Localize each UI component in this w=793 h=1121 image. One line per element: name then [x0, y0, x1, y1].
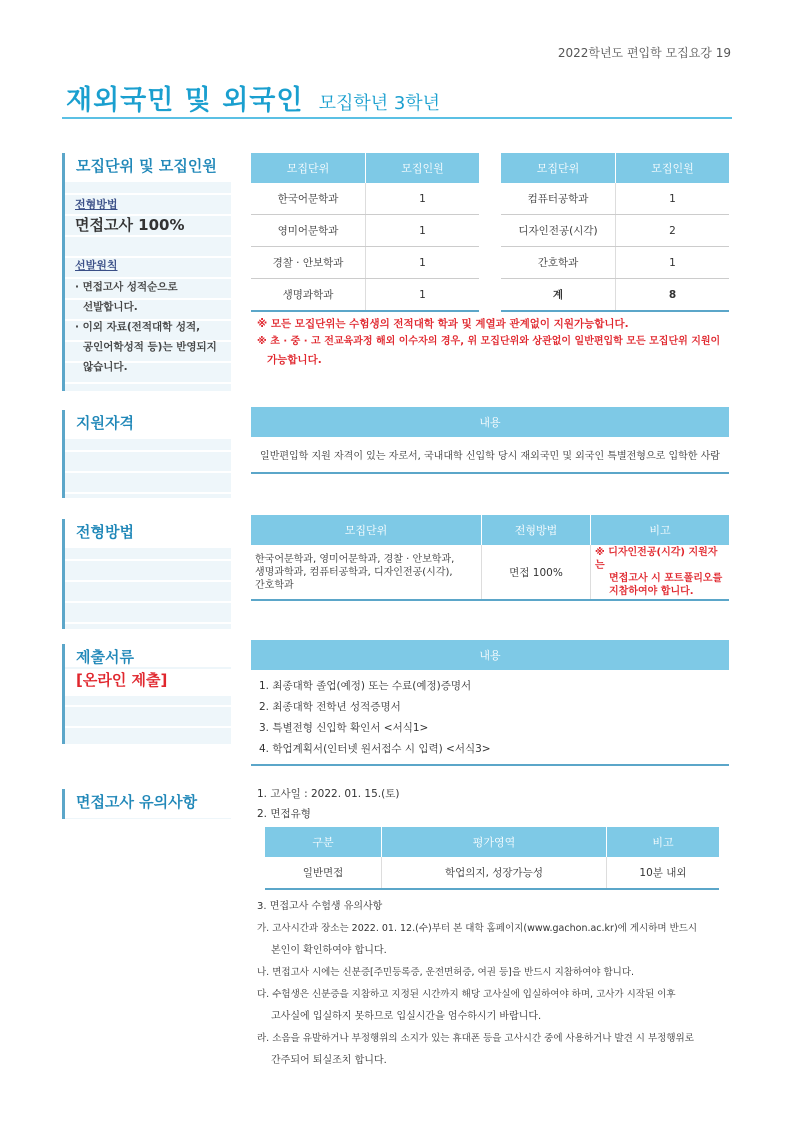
- cell: 디자인전공(시각): [501, 215, 616, 247]
- interview-cautions: [257, 896, 733, 1072]
- title-main: 재외국민 및 외국인: [66, 85, 304, 116]
- select-line: 공인어학성적 등)는 반영되지: [83, 341, 217, 353]
- section-heading-selection: 전형방법: [65, 519, 231, 548]
- caution-line: 나. 면접고사 시에는 신분증[주민등록증, 운전면허증, 여권 등]을 반드시 지참하여야 합니다.: [257, 967, 635, 978]
- cell: 한국어문학과: [251, 183, 366, 215]
- cell-total-label: 계: [501, 279, 616, 312]
- cell-total-value: 8: [616, 279, 730, 312]
- sidebar-recruit: [62, 153, 231, 391]
- caution-line: 라. 소음을 유발하거나 부정행위의 소지가 있는 휴대폰 등을 고사시간 중에 사용하거나 발견 시 부정행위로: [257, 1033, 694, 1044]
- col-header: 내용: [251, 407, 729, 437]
- table-row: [251, 437, 729, 473]
- col-header: 모집단위: [251, 153, 366, 183]
- section-heading-documents: 제출서류: [65, 644, 231, 667]
- method-label: 전형방법: [75, 198, 118, 211]
- remark-line: 면접고사 시 포트폴리오를: [609, 573, 723, 584]
- interview-date: 1. 고사일 : 2022. 01. 15.(토): [257, 788, 400, 800]
- recruit-notes: [257, 315, 733, 369]
- eligibility-content: 일반편입학 지원 자격이 있는 자로서, 국내대학 신입학 당시 재외국민 및 외국인 특별전형으로 입학한 사람: [251, 437, 729, 473]
- table-row: [251, 215, 479, 247]
- sidebar-selection: [62, 519, 231, 629]
- select-line: · 면접고사 성적순으로: [75, 281, 178, 293]
- table-row: [251, 670, 729, 765]
- interview-type-label: 2. 면접유형: [257, 808, 311, 820]
- cell: 컴퓨터공학과: [501, 183, 616, 215]
- selection-table: [251, 515, 729, 601]
- col-header: 모집단위: [501, 153, 616, 183]
- document-item: 3. 특별전형 신입학 확인서 <서식1>: [259, 722, 429, 734]
- cell: 영미어문학과: [251, 215, 366, 247]
- col-header: 모집인원: [366, 153, 480, 183]
- select-line: 않습니다.: [83, 361, 128, 373]
- document-item: 1. 최종대학 졸업(예정) 또는 수료(예정)증명서: [259, 680, 472, 692]
- cell: 간호학과: [501, 247, 616, 279]
- sidebar-documents: [62, 644, 231, 744]
- selection-remark: [591, 545, 730, 600]
- unit-line: 간호학과: [255, 579, 294, 591]
- cell: 1: [366, 215, 480, 247]
- recruit-table-left: [251, 153, 479, 312]
- table-row: [501, 279, 729, 312]
- cell: 1: [616, 247, 730, 279]
- table-row: [251, 247, 479, 279]
- note-line: 가능합니다.: [267, 354, 322, 366]
- cell: 학업의지, 성장가능성: [382, 857, 607, 889]
- section-heading-online: [온라인 제출]: [65, 669, 231, 696]
- interview-table: [265, 827, 719, 890]
- document-item: 2. 최종대학 전학년 성적증명서: [259, 701, 401, 713]
- table-row: [501, 247, 729, 279]
- col-header: 평가영역: [382, 827, 607, 857]
- table-row: [251, 279, 479, 312]
- title-sub: 모집학년 3학년: [318, 93, 441, 114]
- table-row: [251, 545, 729, 600]
- eligibility-table: [251, 407, 729, 474]
- method-value: 면접고사 100%: [75, 216, 185, 234]
- selection-units: [251, 545, 482, 600]
- col-header: 비고: [607, 827, 720, 857]
- select-label: 선발원칙: [75, 259, 118, 272]
- sidebar-eligibility: [62, 410, 231, 498]
- cell: 일반면접: [265, 857, 382, 889]
- caution-line: 고사실에 입실하지 못하므로 입실시간을 엄수하시기 바랍니다.: [271, 1011, 542, 1022]
- table-row: [251, 183, 479, 215]
- cell: 1: [366, 279, 480, 312]
- sidebar-interview: [62, 789, 231, 819]
- caution-line: 간주되어 퇴실조치 합니다.: [271, 1055, 387, 1066]
- documents-list: [251, 670, 729, 765]
- section-heading-recruit: 모집단위 및 모집인원: [65, 153, 231, 182]
- remark-line: ※ 디자인전공(시각) 지원자는: [595, 547, 718, 571]
- select-line: 선발합니다.: [83, 301, 138, 313]
- documents-table: [251, 640, 729, 766]
- table-row: [501, 183, 729, 215]
- table-row: [501, 215, 729, 247]
- page-title: [66, 78, 440, 117]
- table-row: [265, 857, 719, 889]
- document-item: 4. 학업계획서(인터넷 원서접수 시 입력) <서식3>: [259, 743, 491, 755]
- section-heading-interview: 면접고사 유의사항: [65, 789, 231, 818]
- col-header: 내용: [251, 640, 729, 670]
- cell: 1: [366, 247, 480, 279]
- caution-line: 다. 수험생은 신분증을 지참하고 지정된 시간까지 해당 고사실에 입실하여야 하며, 고사가 시작된 이후: [257, 989, 676, 1000]
- unit-line: 한국어문학과, 영미어문학과, 경찰 · 안보학과,: [255, 553, 455, 565]
- caution-line: 본인이 확인하여야 합니다.: [271, 945, 387, 956]
- cell: 10분 내외: [607, 857, 720, 889]
- section-heading-eligibility: 지원자격: [65, 410, 231, 439]
- cell: 경찰 · 안보학과: [251, 247, 366, 279]
- caution-line: 가. 고사시간과 장소는 2022. 01. 12.(수)부터 본 대학 홈페이지(www.gachon.ac.kr)에 게시하며 반드시: [257, 923, 698, 934]
- cell: 2: [616, 215, 730, 247]
- cell: 1: [616, 183, 730, 215]
- cell: 생명과학과: [251, 279, 366, 312]
- select-line: · 이외 자료(전적대학 성적,: [75, 321, 201, 333]
- remark-line: 지참하여야 합니다.: [609, 586, 694, 597]
- title-divider: [62, 117, 732, 119]
- col-header: 모집단위: [251, 515, 482, 545]
- note-line: ※ 초 · 중 · 고 전교육과정 해외 이수자의 경우, 위 모집단위와 상관없이 일반편입학 모든 모집단위 지원이: [257, 336, 721, 347]
- select-text: [75, 277, 227, 377]
- recruit-table-right: [501, 153, 729, 312]
- note-line: ※ 모든 모집단위는 수험생의 전적대학 학과 및 계열과 관계없이 지원가능합니다.: [257, 318, 629, 330]
- col-header: 전형방법: [482, 515, 591, 545]
- col-header: 구분: [265, 827, 382, 857]
- col-header: 비고: [591, 515, 730, 545]
- caution-title: 3. 면접고사 수험생 유의사항: [257, 901, 383, 912]
- cell: 1: [366, 183, 480, 215]
- page-header-label: 2022학년도 편입학 모집요강 19: [557, 46, 731, 60]
- unit-line: 생명과학과, 컴퓨터공학과, 디자인전공(시각),: [255, 566, 453, 578]
- selection-method: 면접 100%: [482, 545, 591, 600]
- col-header: 모집인원: [616, 153, 730, 183]
